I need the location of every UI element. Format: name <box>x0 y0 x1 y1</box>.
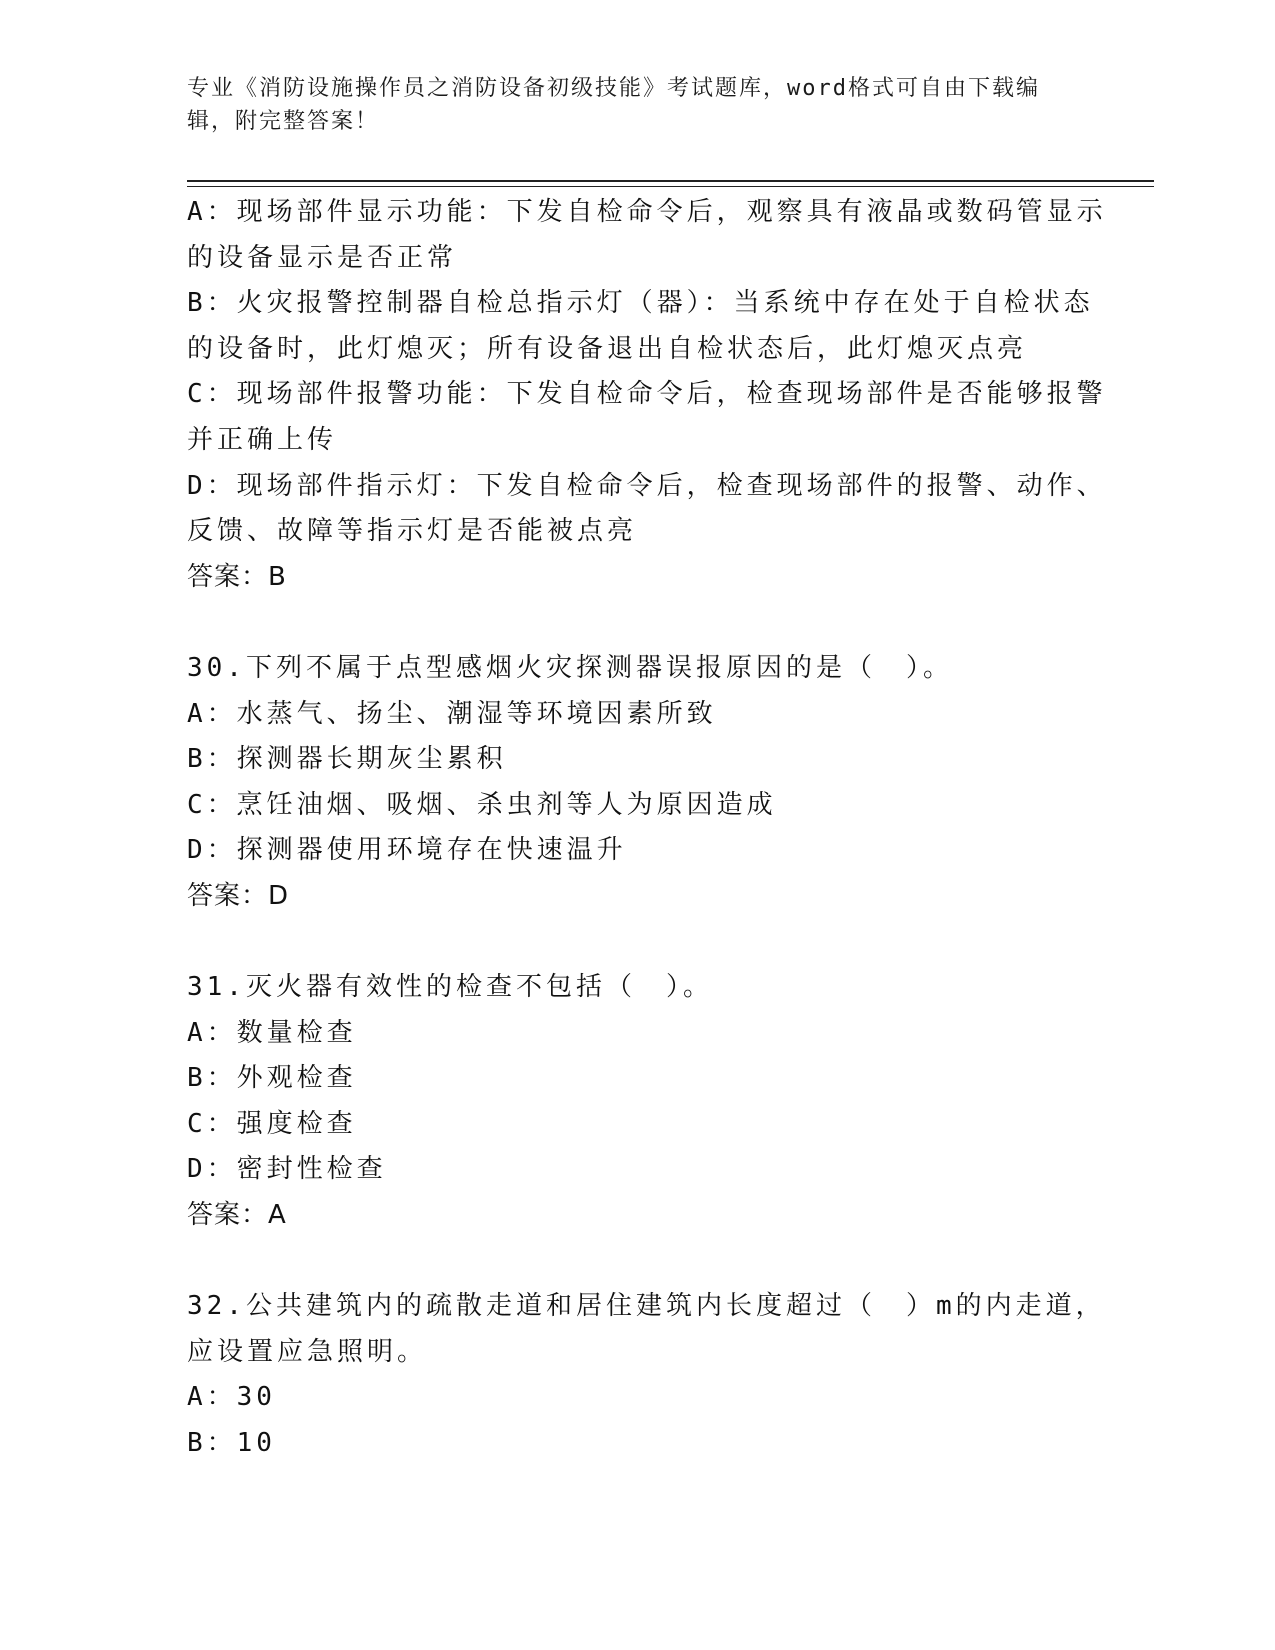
option-d: D：密封性检查 <box>187 1154 387 1185</box>
option-a-line-1: A：现场部件显示功能：下发自检命令后，观察具有液晶或数码管显示 <box>187 197 1107 227</box>
option-c: C：烹饪油烟、吸烟、杀虫剂等人为原因造成 <box>187 789 777 820</box>
option-c-line-2: 并正确上传 <box>187 424 338 455</box>
option-b-line-2: 的设备时，此灯熄灭；所有设备退出自检状态后，此灯熄灭点亮 <box>187 333 1028 364</box>
spacer <box>187 600 1087 646</box>
header-divider-thin <box>187 186 1154 187</box>
answer-30: 答案：D <box>187 880 290 911</box>
answer-31: 答案：A <box>187 1200 287 1231</box>
option-c-line-1: C：现场部件报警功能：下发自检命令后，检查现场部件是否能够报警 <box>187 379 1107 410</box>
option-d-line-2: 反馈、故障等指示灯是否能被点亮 <box>187 516 638 547</box>
option-c: C：强度检查 <box>187 1108 357 1139</box>
option-d: D：探测器使用环境存在快速温升 <box>187 835 627 866</box>
question-32-text-line-1: 32.公共建筑内的疏散走道和居住建筑内长度超过（ ）m的内走道， <box>187 1291 1106 1322</box>
option-b: B：探测器长期灰尘累积 <box>187 744 507 775</box>
option-a: A：30 <box>187 1382 276 1413</box>
header-line-1: 专业《消防设施操作员之消防设备初级技能》考试题库，word格式可自由下载编 <box>187 76 1040 101</box>
spacer <box>187 1239 1087 1285</box>
option-d-line-1: D：现场部件指示灯：下发自检命令后，检查现场部件的报警、动作、 <box>187 470 1107 501</box>
header-divider-thick <box>187 180 1154 182</box>
question-32 <box>187 1284 1106 1466</box>
document-header <box>187 72 1067 138</box>
option-b: B：外观检查 <box>187 1063 357 1094</box>
question-30-text: 30.下列不属于点型感烟火灾探测器误报原因的是（ ）。 <box>187 652 953 683</box>
header-line-2: 辑，附完整答案！ <box>187 109 380 134</box>
option-a-line-2: 的设备显示是否正常 <box>187 242 458 273</box>
question-31-text: 31.灭火器有效性的检查不包括（ ）。 <box>187 972 713 1003</box>
question-list <box>187 190 1107 1467</box>
option-b-line-1: B：火灾报警控制器自检总指示灯（器）：当系统中存在处于自检状态 <box>187 288 1094 319</box>
option-a: A：水蒸气、扬尘、潮湿等环境因素所致 <box>187 698 717 729</box>
option-a: A：数量检查 <box>187 1017 357 1048</box>
question-29-options <box>187 190 1107 600</box>
question-32-text-line-2: 应设置应急照明。 <box>187 1336 428 1367</box>
question-31 <box>187 965 1087 1239</box>
answer-29: 答案：B <box>187 561 287 592</box>
question-30 <box>187 646 1087 920</box>
spacer <box>187 920 1087 966</box>
option-b: B：10 <box>187 1428 276 1459</box>
